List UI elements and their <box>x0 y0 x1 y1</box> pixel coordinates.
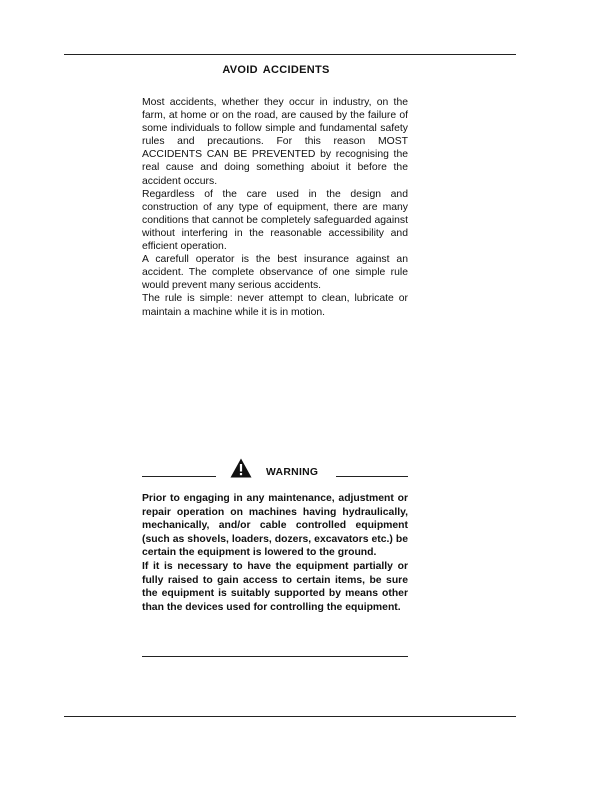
safety-body-text <box>142 96 408 319</box>
warning-line-right <box>336 476 408 477</box>
warning-body-text <box>142 492 408 614</box>
warning-bottom-divider <box>142 656 408 657</box>
warning-label: WARNING <box>266 467 319 478</box>
warning-paragraph: Prior to engaging in any maintenance, adjustment or repair operation on machines having hydraulically, mechanically, and/or cable controlled equipment (such as shovels, loaders, dozers, excavators etc.) be certain the equipment is lowered to the ground. <box>142 493 408 559</box>
warning-triangle-icon <box>230 458 252 478</box>
bottom-divider <box>64 716 516 717</box>
paragraph: A carefull operator is the best insurance against an accident. The complete observance of one simple rule would prevent many serious accidents. <box>142 254 408 292</box>
warning-header <box>142 458 408 480</box>
paragraph: Regardless of the care used in the design and construction of any type of equipment, there are many conditions that cannot be completely safeguarded against without interfering in the reasonable accessibility and efficient operation. <box>142 188 408 253</box>
paragraph: Most accidents, whether they occur in industry, on the farm, at home or on the road, are caused by the failure of some individuals to follow simple and fundamental safety rules and precautions. For this reason MOST ACCIDENTS CAN BE PREVENTED by recognising the real cause and doing something aboiut it before the accident occurs. <box>142 97 408 187</box>
top-divider <box>64 54 516 55</box>
paragraph: The rule is simple: never attempt to clean, lubricate or maintain a machine while it is in motion. <box>142 293 408 318</box>
warning-line-left <box>142 476 216 477</box>
warning-paragraph: If it is necessary to have the equipment partially or fully raised to gain access to certain items, be sure the equipment is suitably supported by means other than the devices used for controlling the equipment. <box>142 560 408 613</box>
page-title: AVOID ACCIDENTS <box>222 64 330 76</box>
